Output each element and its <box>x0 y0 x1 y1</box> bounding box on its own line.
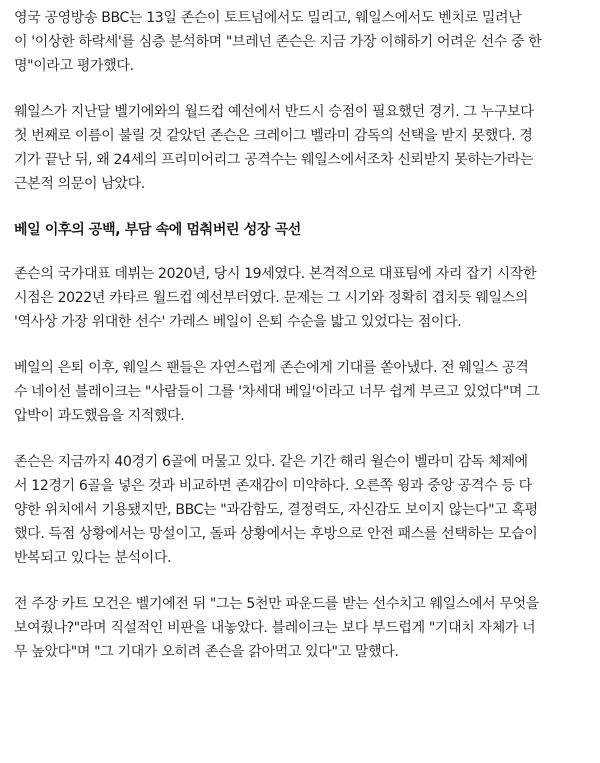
paragraph-goal-record <box>14 450 586 570</box>
paragraph-criticism <box>14 592 586 664</box>
paragraph-fan-expectations <box>14 356 586 428</box>
text-line: 전 주장 카트 모건은 벨기에전 뒤 "그는 5천만 파운드를 받는 선수치고 웨일스에서 무엇을 <box>14 596 539 612</box>
paragraph-national-debut <box>14 262 586 334</box>
text-line: 시점은 2022년 카타르 월드컵 예선부터였다. 문제는 그 시기와 정확히 겹치듯 웨일스의 <box>14 290 529 306</box>
text-line: 수 네이선 블레이크는 "사람들이 그를 '차세대 베일'이라고 너무 쉽게 부르고 있었다"며 그 <box>14 384 540 400</box>
text-line: 무 높았다"며 "그 기대가 오히려 존슨을 갉아먹고 있다"고 말했다. <box>14 644 399 660</box>
text-line: 압박이 과도했음을 지적했다. <box>14 408 185 424</box>
text-line: 명"이라고 평가했다. <box>14 58 134 74</box>
text-line: 반복되고 있다는 분석이다. <box>14 550 172 566</box>
text-line: 이 '이상한 하락세'를 심층 분석하며 "브레넌 존슨은 지금 가장 이해하기 어려운 선수 중 한 <box>14 34 542 50</box>
section-subheading: 베일 이후의 공백, 부담 속에 멈춰버린 성장 곡선 <box>14 222 301 238</box>
text-line: 첫 번째로 이름이 불릴 것 같았던 존슨은 크레이그 벨라미 감독의 선택을 받지 못했다. 경 <box>14 128 533 144</box>
text-line: 양한 위치에서 기용됐지만, BBC는 "과감함도, 결정력도, 자신감도 보이지 않는다"고 혹평 <box>14 502 538 518</box>
text-line: 보여줬나?"라며 직설적인 비판을 내놓았다. 블레이크는 보다 부드럽게 "기대치 자체가 너 <box>14 620 536 636</box>
text-line: 근본적 의문이 남았다. <box>14 176 145 192</box>
paragraph-belgium-match <box>14 100 586 196</box>
text-line: 영국 공영방송 BBC는 13일 존슨이 토트넘에서도 밀리고, 웨일스에서도 벤치로 밀려난 <box>14 10 522 26</box>
text-line: 존슨은 지금까지 40경기 6골에 머물고 있다. 같은 기간 해리 윌슨이 벨라미 감독 체제에 <box>14 454 528 470</box>
text-line: 존슨의 국가대표 데뷔는 2020년, 당시 19세였다. 본격적으로 대표팀에 자리 잡기 시작한 <box>14 266 537 282</box>
paragraph-bbc-analysis <box>14 6 586 78</box>
text-line: 서 12경기 6골을 넣은 것과 비교하면 존재감이 미약하다. 오른쪽 윙과 중앙 공격수 등 다 <box>14 478 532 494</box>
text-line: '역사상 가장 위대한 선수' 가레스 베일이 은퇴 수순을 밟고 있었다는 점이다. <box>14 314 462 330</box>
text-line: 했다. 득점 상황에서는 망설이고, 돌파 상황에서는 후방으로 안전 패스를 선택하는 모습이 <box>14 526 538 542</box>
text-line: 웨일스가 지난달 벨기에와의 월드컵 예선에서 반드시 승점이 필요했던 경기. 그 누구보다 <box>14 104 534 120</box>
text-line: 기가 끝난 뒤, 왜 24세의 프리미어리그 공격수는 웨일스에서조차 신뢰받지 못하는가라는 <box>14 152 534 168</box>
text-line: 베일의 은퇴 이후, 웨일스 팬들은 자연스럽게 존슨에게 기대를 쏟아냈다. 전 웨일스 공격 <box>14 360 529 376</box>
